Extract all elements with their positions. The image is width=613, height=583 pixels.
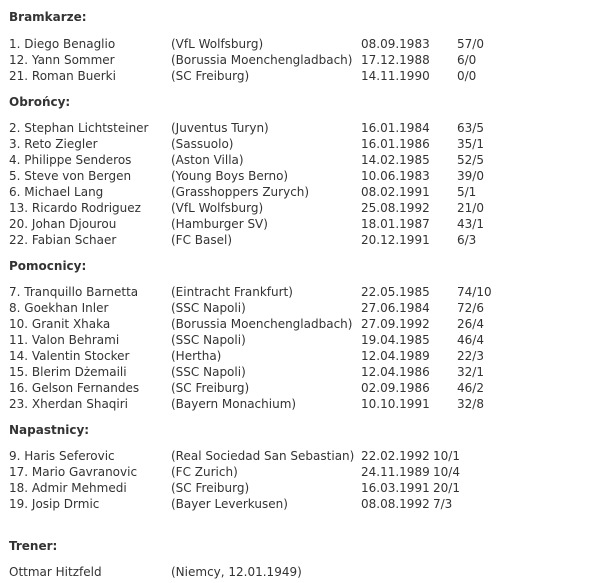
player-club: (FC Basel) [171,233,233,247]
player-birthdate: 10.06.1983 [361,169,430,183]
player-name: 19. Josip Drmic [9,497,100,511]
player-row [0,364,613,380]
player-row [0,184,613,200]
player-name: 13. Ricardo Rodriguez [9,201,141,215]
player-name: 21. Roman Buerki [9,69,116,83]
coach-name: Ottmar Hitzfeld [9,565,102,579]
player-caps-goals: 26/4 [457,317,484,331]
section-heading-midfielders: Pomocnicy: [9,259,87,273]
player-birthdate: 24.11.1989 [361,465,430,479]
player-caps-goals: 10/1 [433,449,460,463]
player-birthdate: 17.12.1988 [361,53,430,67]
player-club: (Grasshoppers Zurych) [171,185,310,199]
player-row [0,380,613,396]
player-row [0,396,613,412]
player-name: 9. Haris Seferovic [9,449,115,463]
player-birthdate: 18.01.1987 [361,217,430,231]
player-caps-goals: 22/3 [457,349,484,363]
coach-details: (Niemcy, 12.01.1949) [171,565,302,579]
player-caps-goals: 32/8 [457,397,484,411]
player-club: (Aston Villa) [171,153,244,167]
player-name: 17. Mario Gavranovic [9,465,138,479]
player-birthdate: 14.11.1990 [361,69,430,83]
player-name: 12. Yann Sommer [9,53,115,67]
player-row [0,316,613,332]
player-birthdate: 19.04.1985 [361,333,430,347]
player-caps-goals: 39/0 [457,169,484,183]
player-name: 14. Valentin Stocker [9,349,130,363]
player-club: (Hertha) [171,349,222,363]
player-row [0,68,613,84]
player-birthdate: 20.12.1991 [361,233,430,247]
player-caps-goals: 20/1 [433,481,460,495]
player-name: 8. Goekhan Inler [9,301,109,315]
player-club: (SSC Napoli) [171,365,246,379]
player-birthdate: 12.04.1986 [361,365,430,379]
player-caps-goals: 43/1 [457,217,484,231]
player-caps-goals: 21/0 [457,201,484,215]
player-birthdate: 22.05.1985 [361,285,430,299]
player-caps-goals: 57/0 [457,37,484,51]
player-club: (Hamburger SV) [171,217,268,231]
player-club: (VfL Wolfsburg) [171,37,264,51]
player-name: 22. Fabian Schaer [9,233,117,247]
player-birthdate: 08.08.1992 [361,497,430,511]
player-birthdate: 22.02.1992 [361,449,430,463]
player-row [0,232,613,248]
player-birthdate: 14.02.1985 [361,153,430,167]
player-caps-goals: 63/5 [457,121,484,135]
player-birthdate: 16.01.1984 [361,121,430,135]
player-name: 15. Blerim Dżemaili [9,365,127,379]
player-name: 6. Michael Lang [9,185,104,199]
player-caps-goals: 0/0 [457,69,477,83]
player-row [0,36,613,52]
player-caps-goals: 6/0 [457,53,477,67]
player-row [0,348,613,364]
player-row [0,152,613,168]
player-club: (Eintracht Frankfurt) [171,285,293,299]
player-caps-goals: 74/10 [457,285,492,299]
player-club: (Real Sociedad San Sebastian) [171,449,355,463]
player-row [0,200,613,216]
player-club: (Bayer Leverkusen) [171,497,288,511]
player-name: 16. Gelson Fernandes [9,381,140,395]
player-row [0,168,613,184]
player-row [0,448,613,464]
player-name: 1. Diego Benaglio [9,37,116,51]
section-heading-defenders: Obrońcy: [9,95,71,109]
player-club: (SC Freiburg) [171,481,250,495]
player-club: (FC Zurich) [171,465,238,479]
player-club: (VfL Wolfsburg) [171,201,264,215]
section-heading-coach: Trener: [9,539,58,553]
player-club: (Sassuolo) [171,137,234,151]
player-name: 23. Xherdan Shaqiri [9,397,129,411]
section-heading-forwards: Napastnicy: [9,423,90,437]
player-row [0,136,613,152]
player-row [0,52,613,68]
player-birthdate: 10.10.1991 [361,397,430,411]
player-birthdate: 08.09.1983 [361,37,430,51]
player-birthdate: 16.01.1986 [361,137,430,151]
player-birthdate: 27.06.1984 [361,301,430,315]
player-caps-goals: 35/1 [457,137,484,151]
player-club: (SSC Napoli) [171,333,246,347]
player-birthdate: 25.08.1992 [361,201,430,215]
player-birthdate: 27.09.1992 [361,317,430,331]
player-caps-goals: 5/1 [457,185,477,199]
player-name: 2. Stephan Lichtsteiner [9,121,149,135]
player-club: (SSC Napoli) [171,301,246,315]
player-caps-goals: 7/3 [433,497,453,511]
player-name: 7. Tranquillo Barnetta [9,285,139,299]
player-name: 11. Valon Behrami [9,333,120,347]
player-club: (Borussia Moenchengladbach) [171,317,353,331]
player-row [0,216,613,232]
player-club: (SC Freiburg) [171,69,250,83]
player-club: (Young Boys Berno) [171,169,289,183]
player-name: 18. Admir Mehmedi [9,481,127,495]
player-birthdate: 08.02.1991 [361,185,430,199]
coach-row [0,564,613,580]
player-club: (SC Freiburg) [171,381,250,395]
player-name: 20. Johan Djourou [9,217,117,231]
section-heading-goalkeepers: Bramkarze: [9,10,87,24]
player-row [0,120,613,136]
player-birthdate: 02.09.1986 [361,381,430,395]
player-birthdate: 16.03.1991 [361,481,430,495]
player-caps-goals: 46/4 [457,333,484,347]
player-club: (Bayern Monachium) [171,397,297,411]
player-row [0,300,613,316]
player-caps-goals: 32/1 [457,365,484,379]
player-birthdate: 12.04.1989 [361,349,430,363]
player-row [0,284,613,300]
player-name: 3. Reto Ziegler [9,137,98,151]
player-row [0,496,613,512]
player-club: (Borussia Moenchengladbach) [171,53,353,67]
player-caps-goals: 52/5 [457,153,484,167]
player-row [0,480,613,496]
player-caps-goals: 72/6 [457,301,484,315]
player-row [0,332,613,348]
player-caps-goals: 10/4 [433,465,460,479]
player-name: 4. Philippe Senderos [9,153,132,167]
player-club: (Juventus Turyn) [171,121,269,135]
player-row [0,464,613,480]
player-caps-goals: 6/3 [457,233,477,247]
player-caps-goals: 46/2 [457,381,484,395]
player-name: 10. Granit Xhaka [9,317,111,331]
player-name: 5. Steve von Bergen [9,169,132,183]
